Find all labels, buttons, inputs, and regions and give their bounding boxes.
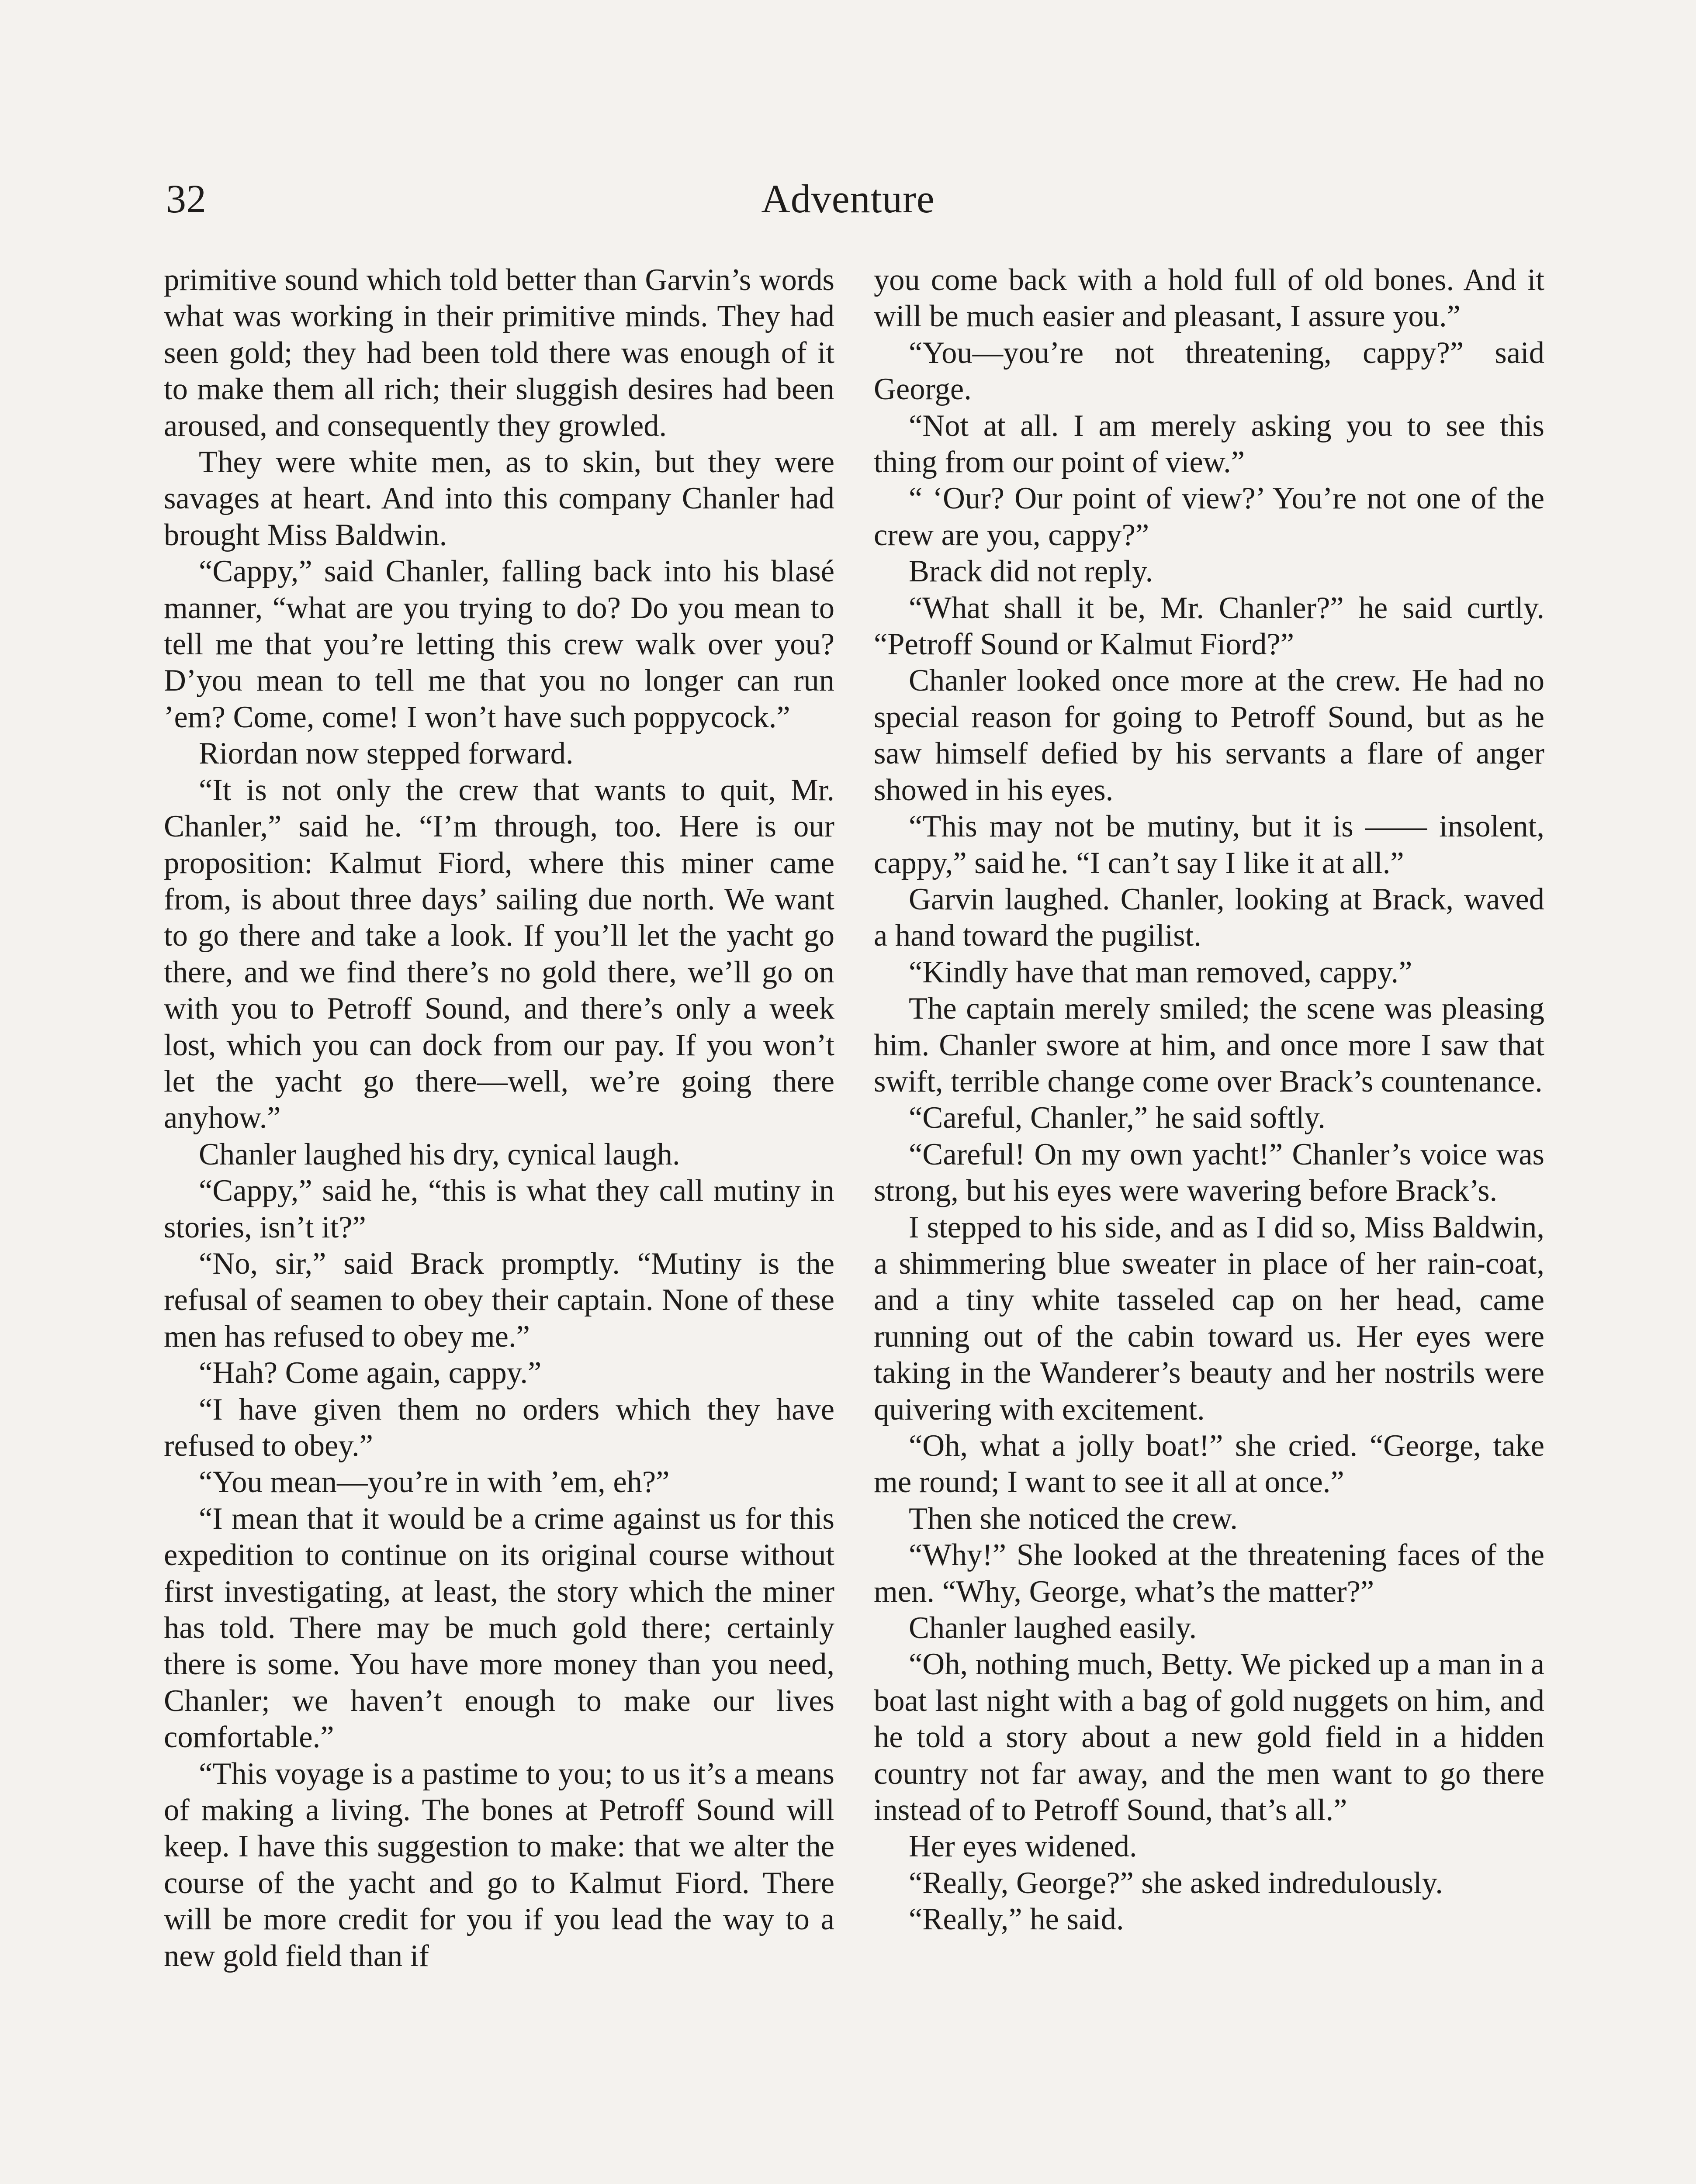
paragraph: “Careful! On my own yacht!” Chanler’s voice was strong, but his eyes were wavering before Brack’s. xyxy=(874,1137,1544,1208)
left-column xyxy=(164,262,834,1974)
paragraph: you come back with a hold full of old bones. And it will be much easier and pleasant, I assure you.” xyxy=(874,263,1544,334)
paragraph: Chanler laughed easily. xyxy=(909,1611,1197,1645)
paragraph: “Cappy,” said he, “this is what they call mutiny in stories, isn’t it?” xyxy=(164,1174,834,1244)
right-column xyxy=(874,262,1544,1938)
paragraph: “Really,” he said. xyxy=(909,1902,1124,1937)
paragraph: “You—you’re not threatening, cappy?” said George. xyxy=(874,335,1544,407)
paragraph: “I have given them no orders which they have refused to obey.” xyxy=(164,1392,834,1463)
paragraph: “ ‘Our? Our point of view?’ You’re not one of the crew are you, cappy?” xyxy=(874,481,1544,552)
page-number: 32 xyxy=(166,176,206,221)
paragraph: Chanler looked once more at the crew. He had no special reason for going to Petroff Sound, but as he saw himself defied by his servants a flare of anger showed in his eyes. xyxy=(874,663,1544,807)
paragraph: “This voyage is a pastime to you; to us it’s a means of making a living. The bones at Petroff Sound will keep. I have this suggestion to make: that we alter the course of the yacht and go to Kalmut Fiord. There will be more credit for you if you lead the way to a new gold field than if xyxy=(164,1756,834,1973)
paragraph: “Hah? Come again, cappy.” xyxy=(199,1356,542,1390)
paragraph: The captain merely smiled; the scene was pleasing him. Chanler swore at him, and once more I saw that swift, terrible change come over Brack’s countenance. xyxy=(874,992,1544,1099)
paragraph: Brack did not reply. xyxy=(909,554,1153,589)
paragraph: “Kindly have that man removed, cappy.” xyxy=(909,955,1412,989)
paragraph: Her eyes widened. xyxy=(909,1829,1137,1864)
paragraph: “This may not be mutiny, but it is —— insolent, cappy,” said he. “I can’t say I like it at all.” xyxy=(874,809,1544,880)
paragraph: “Oh, nothing much, Betty. We picked up a man in a boat last night with a bag of gold nuggets on him, and he told a story about a new gold field in a hidden country not far away, and the men want to go there instead of to Petroff Sound, that’s all.” xyxy=(874,1647,1544,1828)
paragraph: primitive sound which told better than Garvin’s words what was working in their primitive minds. They had seen gold; they had been told there was enough of it to make them all rich; their sluggish desires had been aroused, and consequently they growled. xyxy=(164,263,834,443)
paragraph: “Cappy,” said Chanler, falling back into his blasé manner, “what are you trying to do? Do you mean to tell me that you’re letting this crew walk over you? D’you mean to tell me that you no longer can run ’em? Come, come! I won’t have such poppycock.” xyxy=(164,554,834,734)
paragraph: “It is not only the crew that wants to quit, Mr. Chanler,” said he. “I’m through, too. Here is our proposition: Kalmut Fiord, where this miner came from, is about three days’ sailing due north. We want to go there and take a look. If you’ll let the yacht go there, and we find there’s no gold there, we’ll go on with you to Petroff Sound, and there’s only a week lost, which you can dock from our pay. If you won’t let the yacht go there—well, we’re going there anyhow.” xyxy=(164,773,834,1135)
paragraph: “I mean that it would be a crime against us for this expedition to continue on its original course without first investigating, at least, the story which the miner has told. There may be much gold there; certainly there is some. You have more money than you need, Chanler; we haven’t enough to make our lives comfortable.” xyxy=(164,1501,834,1755)
paragraph: “Oh, what a jolly boat!” she cried. “George, take me round; I want to see it all at once.” xyxy=(874,1429,1544,1500)
paragraph: “You mean—you’re in with ’em, eh?” xyxy=(199,1465,670,1500)
paragraph: They were white men, as to skin, but they were savages at heart. And into this company Chanler had brought Miss Baldwin. xyxy=(164,445,834,552)
paragraph: “Not at all. I am merely asking you to see this thing from our point of view.” xyxy=(874,408,1544,480)
paragraph: I stepped to his side, and as I did so, Miss Baldwin, a shimmering blue sweater in place of her rain-coat, and a tiny white tasseled cap on her head, came running out of the cabin toward us. Her eyes were taking in the Wanderer’s beauty and her nostrils were quivering with excitement. xyxy=(874,1210,1544,1427)
paragraph: “Really, George?” she asked indredulously. xyxy=(909,1866,1443,1900)
page-header xyxy=(166,173,1530,229)
paragraph: Chanler laughed his dry, cynical laugh. xyxy=(199,1137,680,1171)
paragraph: Riordan now stepped forward. xyxy=(199,736,574,771)
paragraph: “No, sir,” said Brack promptly. “Mutiny is the refusal of seamen to obey their captain. None of these men has refused to obey me.” xyxy=(164,1246,834,1354)
paragraph: “Careful, Chanler,” he said softly. xyxy=(909,1101,1326,1135)
running-title: Adventure xyxy=(761,176,935,221)
paragraph: Garvin laughed. Chanler, looking at Brack, waved a hand toward the pugilist. xyxy=(874,882,1544,953)
paragraph: Then she noticed the crew. xyxy=(909,1501,1238,1536)
paragraph: “What shall it be, Mr. Chanler?” he said curtly. “Petroff Sound or Kalmut Fiord?” xyxy=(874,591,1544,662)
paragraph: “Why!” She looked at the threatening faces of the men. “Why, George, what’s the matter?” xyxy=(874,1538,1544,1609)
